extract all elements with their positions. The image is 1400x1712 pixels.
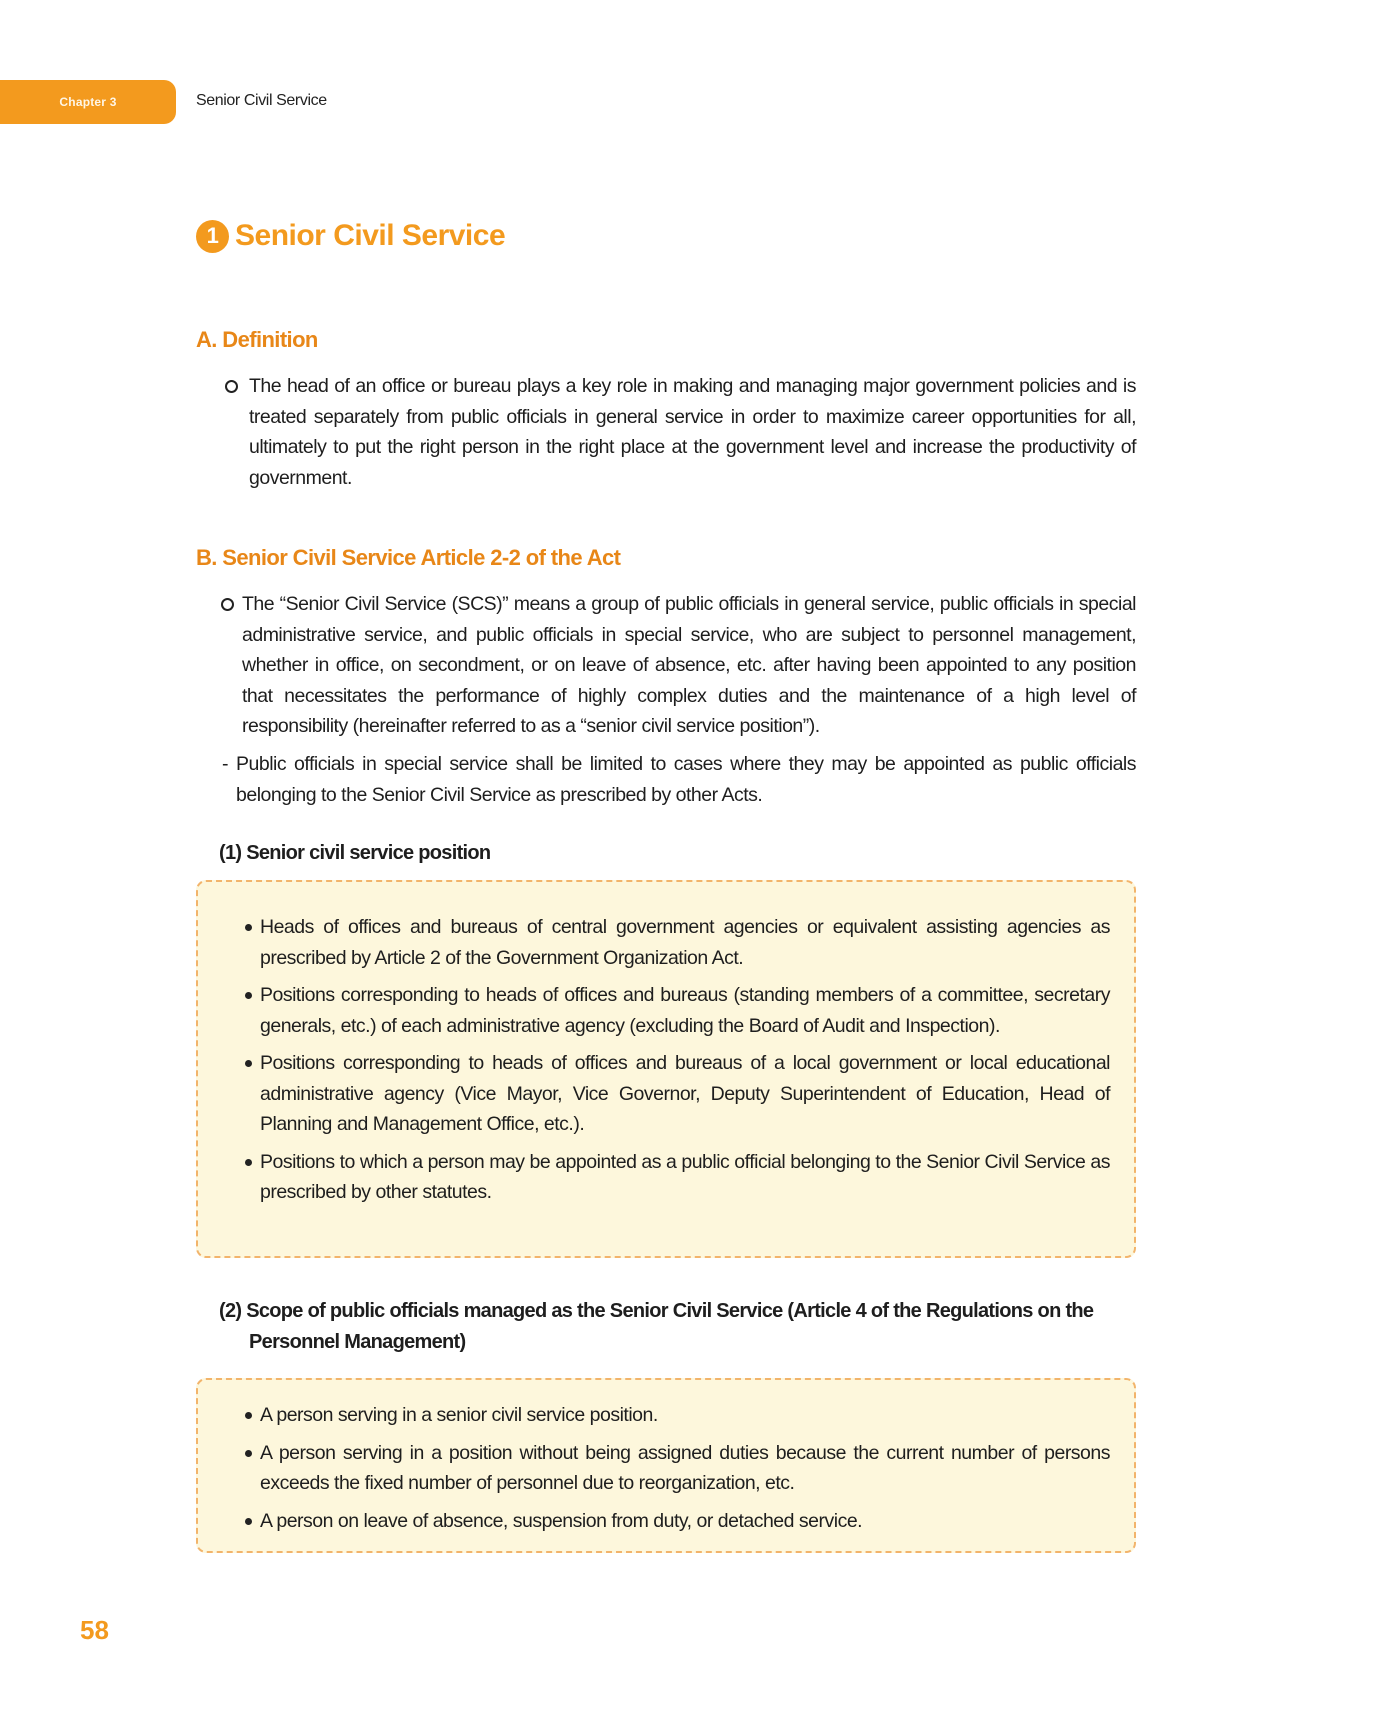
definition-text: The head of an office or bureau plays a key role in making and managing major government policies and is treated separately from public officials in general service in order to maximize career opportunities for all, ultimately to put the right person in the right place at the government level and increase the productivity of government.	[249, 375, 1136, 489]
scope-title: (2) Scope of public officials managed as the Senior Civil Service (Article 4 of the Regulations on the Personnel Management)	[219, 1300, 1094, 1353]
scope-list	[198, 1400, 1134, 1536]
bullet-icon	[245, 992, 252, 999]
positions-list	[198, 912, 1134, 1208]
dash-marker: -	[222, 753, 228, 775]
bullet-icon	[245, 1450, 252, 1457]
list-item: Positions corresponding to heads of offices and bureaus (standing members of a committee, secretary generals, etc.) of each administrative agency (excluding the Board of Audit and Inspection).	[198, 980, 1134, 1041]
list-item: A person serving in a position without being assigned duties because the current number of persons exceeds the fixed number of personnel due to reorganization, etc.	[198, 1438, 1134, 1499]
positions-box	[196, 880, 1136, 1258]
circle-bullet-icon	[222, 371, 249, 493]
bullet-icon	[245, 1060, 252, 1067]
bullet-icon	[245, 1412, 252, 1419]
page-number: 58	[80, 1615, 109, 1645]
article-text: The “Senior Civil Service (SCS)” means a group of public officials in general service, public officials in special administrative service, and public officials in special service, who are subject to personnel management, whether in office, on secondment, or on leave of absence, etc. after having been appointed to any position that necessitates the performance of highly complex duties and the maintenance of a high level of responsibility (hereinafter referred to as a “senior civil service position”).	[242, 593, 1136, 737]
article-note-text: Public officials in special service shall be limited to cases where they may be appointed as public officials belonging to the Senior Civil Service as prescribed by other Acts.	[236, 753, 1136, 806]
list-item: Positions to which a person may be appointed as a public official belonging to the Senior Civil Service as prescribed by other statutes.	[198, 1147, 1134, 1208]
list-item: A person on leave of absence, suspension from duty, or detached service.	[198, 1506, 1134, 1537]
article-note	[222, 749, 1136, 810]
chapter-tab	[0, 80, 176, 124]
list-item: Heads of offices and bureaus of central government agencies or equivalent assisting agencies as prescribed by Article 2 of the Government Organization Act.	[198, 912, 1134, 973]
bullet-icon	[245, 924, 252, 931]
list-item: A person serving in a senior civil service position.	[198, 1400, 1134, 1431]
article-paragraph	[218, 589, 1136, 742]
bullet-icon	[245, 1159, 252, 1166]
list-item: Positions corresponding to heads of offices and bureaus of a local government or local educational administrative agency (Vice Mayor, Vice Governor, Deputy Superintendent of Education, Head of Planning and Management Office, etc.).	[198, 1048, 1134, 1140]
definition-heading: A. Definition	[196, 327, 318, 352]
bullet-icon	[245, 1518, 252, 1525]
article-heading: B. Senior Civil Service Article 2-2 of the Act	[196, 545, 621, 570]
section-heading	[196, 219, 505, 253]
section-number-badge: 1	[196, 220, 229, 253]
positions-title: (1) Senior civil service position	[219, 842, 491, 864]
circle-bullet-icon	[218, 589, 242, 742]
definition-paragraph	[222, 371, 1136, 493]
chapter-label: Chapter 3	[59, 95, 117, 109]
running-title: Senior Civil Service	[196, 92, 327, 109]
section-title: Senior Civil Service	[235, 219, 506, 252]
scope-box	[196, 1378, 1136, 1553]
